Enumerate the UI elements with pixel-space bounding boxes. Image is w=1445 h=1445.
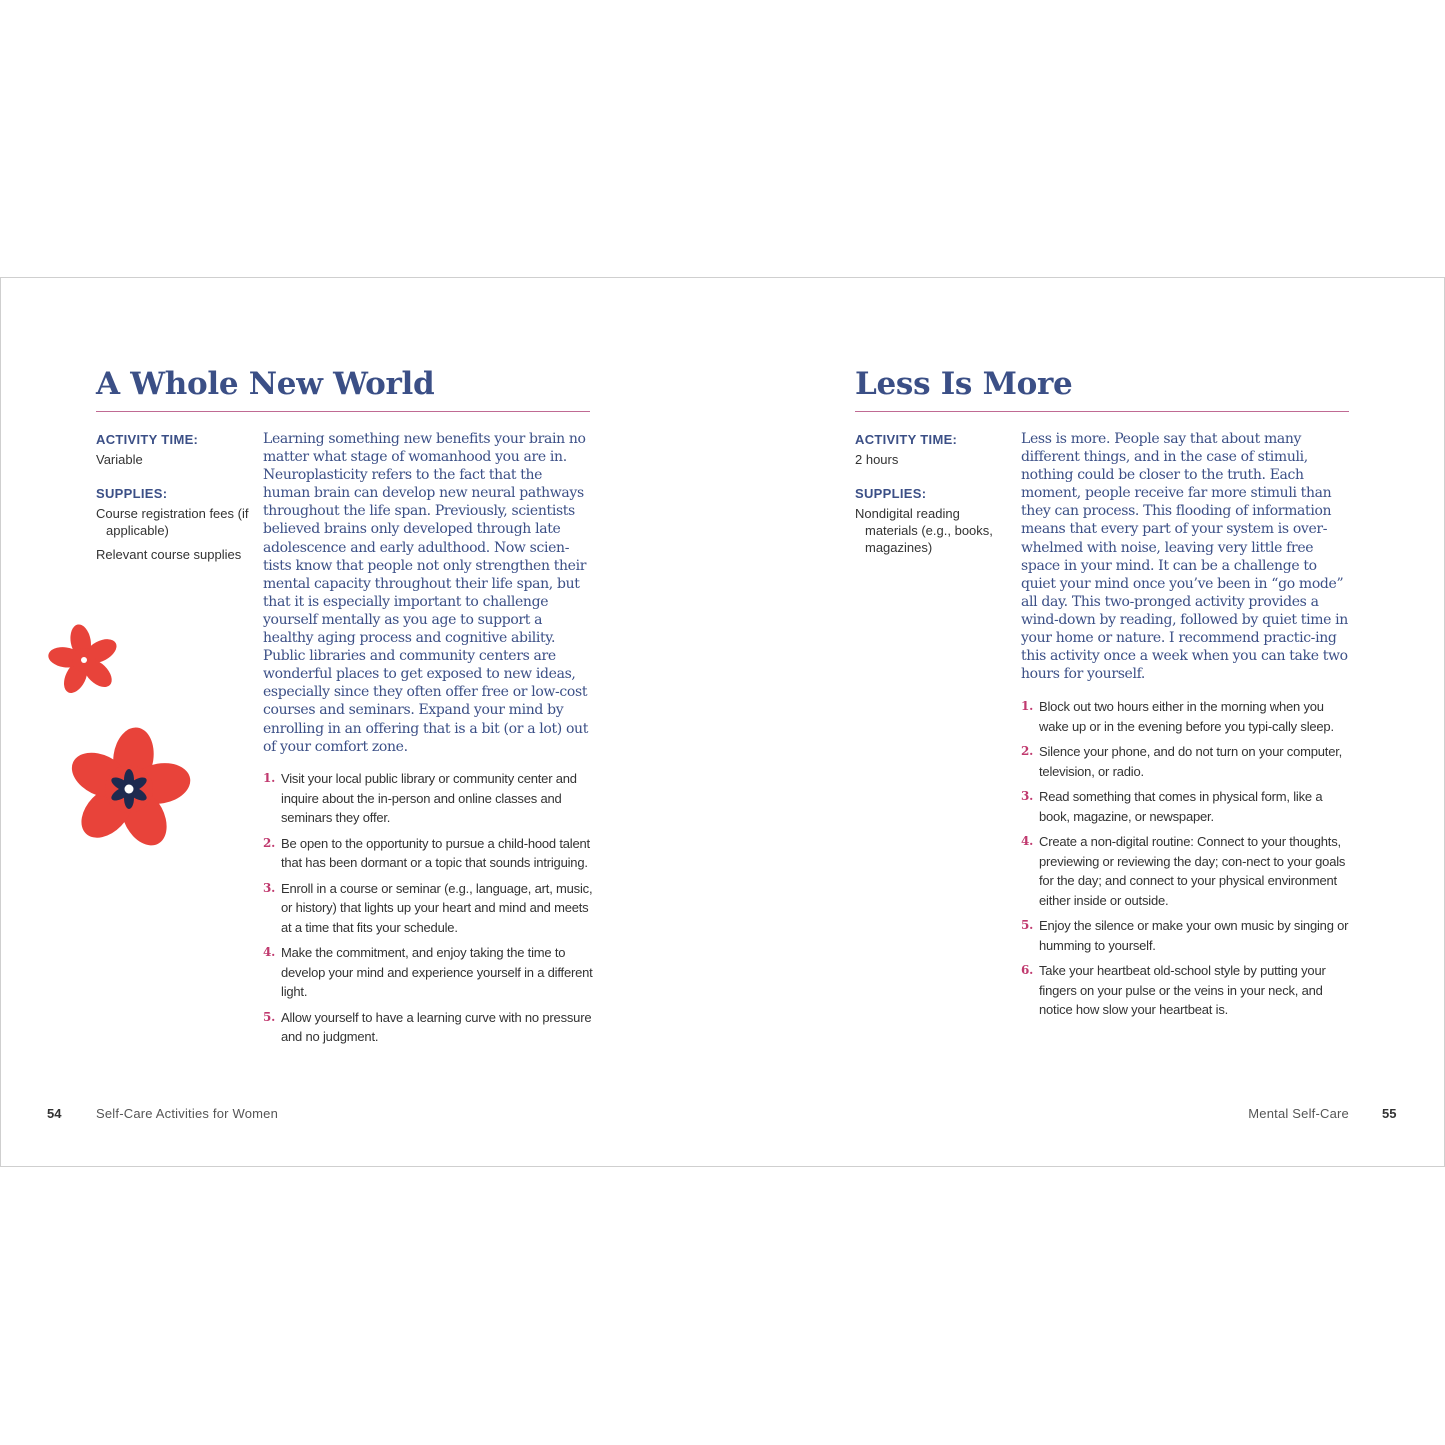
step-number: 1. [263, 771, 276, 785]
right-page-number: 55 [1382, 1106, 1397, 1121]
right-supplies-list [855, 505, 1005, 556]
supply-item: Relevant course supplies [96, 547, 242, 562]
left-activity-time: Variable [96, 452, 143, 467]
step-text: Silence your phone, and do not turn on your computer, television, or radio. [1039, 744, 1343, 779]
list-item [1021, 742, 1351, 781]
right-activity-time-label: ACTIVITY TIME: [855, 432, 958, 447]
left-body-text: Learning something new benefits your brain no matter what stage of womanhood you are in. Neuroplasticity refers to the fact that the human brain can develop new neural pathways throughout the life span. Previously, scientists believed brains only developed through late adolescence and early adulthood. Now scien-tists know that people not only strengthen their mental capacity throughout their life span, but that it is especially important to challenge yourself mentally as you age to support a healthy aging process and cognitive ability. Public libraries and community centers are wonderful places to get exposed to new ideas, especially since they often offer free or low-cost courses and seminars. Expand your mind by enrolling in an offering that is a bit (or a lot) out of your comfort zone. [263, 431, 589, 755]
list-item [263, 879, 593, 938]
step-number: 6. [1021, 963, 1034, 977]
list-item [1021, 961, 1351, 1020]
left-page-number: 54 [47, 1106, 62, 1121]
step-text: Block out two hours either in the morning when you wake up or in the evening before you typi-cally sleep. [1039, 699, 1334, 734]
step-text: Enroll in a course or seminar (e.g., language, art, music, or history) that lights up your heart and mind and meets at a time that fits your schedule. [281, 880, 593, 935]
left-activity-time-label: ACTIVITY TIME: [96, 432, 199, 447]
right-body-text: Less is more. People say that about many different things, and in the case of stimuli, nothing could be closer to the truth. Each moment, people receive far more stimuli than they can process. This flooding of information means that every part of your system is over-whelmed with noise, leaving very little free space in your mind. It can be a challenge to quiet your mind once you’ve been in “go mode” all day. This two-pronged activity provides a wind-down by reading, followed by quiet time in your home or nature. I recommend practic-ing this activity once a week when you can take two hours for yourself. [1021, 431, 1348, 683]
list-item [1021, 787, 1351, 826]
list-item [263, 834, 593, 873]
left-steps-list [263, 769, 593, 1053]
left-page-title: A Whole New World [96, 366, 435, 402]
list-item [1021, 697, 1351, 736]
step-number: 1. [1021, 699, 1034, 713]
list-item [1021, 832, 1351, 910]
small-red-flower-icon [41, 624, 127, 696]
right-steps-list [1021, 697, 1351, 1026]
step-number: 2. [263, 835, 276, 850]
step-number: 5. [1021, 918, 1034, 932]
step-text: Take your heartbeat old-school style by putting your fingers on your pulse or the veins in your neck, and notice how slow your heartbeat is. [1039, 963, 1326, 1017]
step-text: Read something that comes in physical form, like a book, magazine, or newspaper. [1039, 789, 1323, 824]
left-running-head: Self-Care Activities for Women [96, 1106, 279, 1121]
large-red-flower-icon [61, 724, 197, 854]
left-title-rule [96, 411, 590, 412]
supply-item: Course registration fees (if applicable) [96, 506, 249, 538]
step-number: 5. [263, 1009, 276, 1024]
step-number: 3. [1021, 789, 1034, 803]
right-supplies-label: SUPPLIES: [855, 486, 927, 501]
list-item [263, 943, 593, 1002]
book-spread [0, 277, 1445, 1167]
step-number: 3. [263, 880, 276, 895]
step-number: 2. [1021, 744, 1034, 758]
list-item [1021, 916, 1351, 955]
step-text: Be open to the opportunity to pursue a child-hood talent that has been dormant or a topic that sounds intriguing. [281, 835, 590, 870]
right-activity-time: 2 hours [855, 452, 899, 467]
step-number: 4. [1021, 834, 1034, 848]
step-text: Enjoy the silence or make your own music by singing or humming to yourself. [1039, 918, 1349, 953]
supply-item: Nondigital reading materials (e.g., books, magazines) [855, 506, 993, 555]
left-supplies-label: SUPPLIES: [96, 486, 168, 501]
right-title-rule [855, 411, 1349, 412]
list-item [263, 1008, 593, 1047]
step-text: Allow yourself to have a learning curve with no pressure and no judgment. [281, 1009, 592, 1044]
list-item [263, 769, 593, 828]
right-running-head: Mental Self-Care [1248, 1106, 1349, 1121]
right-page-title: Less Is More [855, 366, 1073, 402]
step-text: Visit your local public library or community center and inquire about the in-person and online classes and seminars they offer. [281, 771, 577, 825]
step-number: 4. [263, 945, 276, 959]
left-supplies-list [96, 505, 256, 563]
step-text: Create a non-digital routine: Connect to your thoughts, previewing or reviewing the day; con-nect to your goals for the day; and connect to your physical environment either inside or outside. [1039, 834, 1346, 908]
step-text: Make the commitment, and enjoy taking the time to develop your mind and experience yourself in a different light. [281, 945, 593, 999]
